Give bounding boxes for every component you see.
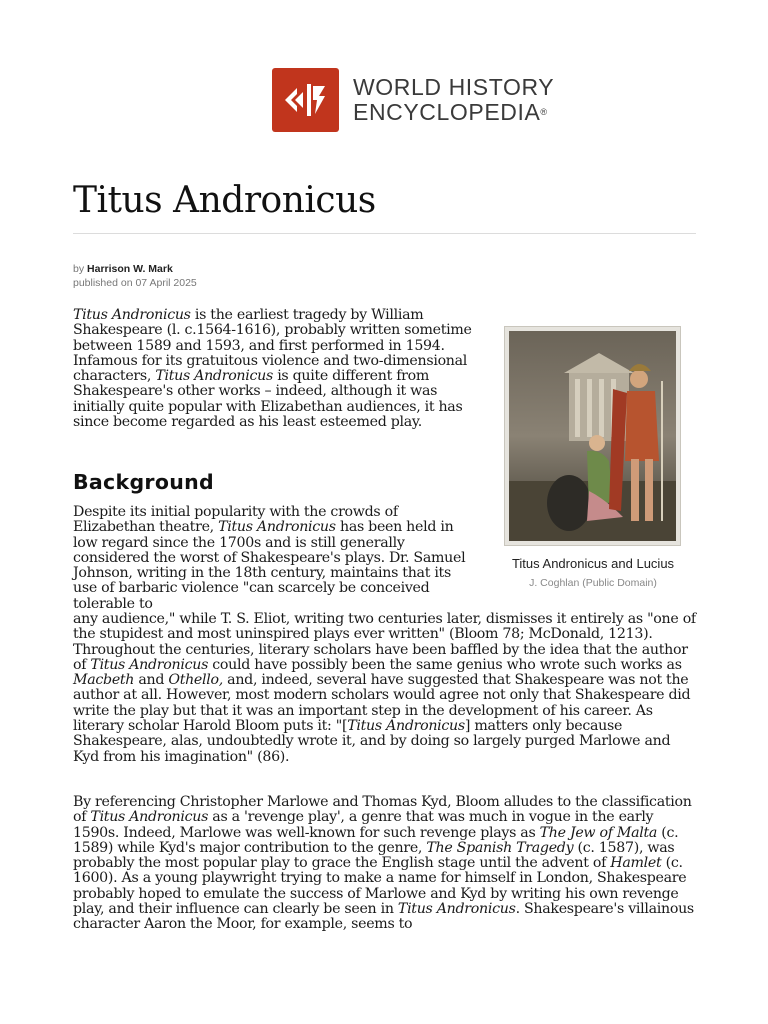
section-heading-background: Background — [73, 470, 214, 494]
italic-title: Hamlet — [610, 855, 662, 872]
logo-line-1: WORLD HISTORY — [353, 74, 555, 100]
intro-paragraph: Titus Andronicus is the earliest tragedy by William Shakespeare (l. c.1564-1616), probably written sometime between 1589 and 1593, and first performed in 1594. Infamous for its gratuitous violence and two-dimensional characters, Titus Andronicus is quite different from Shakespeare's other works – indeed, although it was initially quite popular with Elizabethan audiences, it has since become regarded as his least esteemed play. — [73, 307, 472, 431]
italic-title: Othello, — [168, 672, 223, 689]
publish-date: published on 07 April 2025 — [73, 277, 197, 289]
italic-title: Titus Andronicus — [218, 519, 336, 536]
byline-prefix: by — [73, 263, 85, 275]
italic-title: Titus Andronicus — [90, 809, 209, 826]
italic-title: The Jew of Malta — [539, 824, 658, 841]
italic-title: Macbeth — [73, 672, 135, 689]
background-paragraph-1a: Despite its initial popularity with the crowds of Elizabethan theatre, Titus Andronicus has been held in low regard since the 1700s and is still generally considered the worst of Shakespeare's plays. Dr. Samuel Johnson, writing in the 18th century, maintains that its use of barbaric violence "can scarcely be conceived tolerable to — [73, 504, 466, 612]
registered-mark: ® — [540, 107, 548, 117]
italic-title: The Spanish Tragedy — [426, 839, 574, 856]
logo-line-2: ENCYCLOPEDIA — [353, 99, 541, 125]
italic-title: Titus Andronicus — [90, 656, 209, 673]
italic-title: Titus Andronicus — [155, 368, 273, 385]
italic-title: Titus Andronicus — [347, 718, 465, 735]
italic-title: Titus Andronicus — [397, 901, 516, 918]
title-divider — [73, 233, 696, 234]
wh-encyclopedia-logo-icon — [272, 68, 339, 132]
image-caption: Titus Andronicus and Lucius — [511, 556, 675, 571]
background-paragraph-1b: any audience," while T. S. Eliot, writing two centuries later, dismisses it entirely as "one of the stupidest and most uninspired plays ever written" (Bloom 78; McDonald, 1213). Throughout the centuries, literary scholars have been baffled by the idea that the author of Titus Andronicus could have possibly been the same genius who wrote such works as Macbeth and Othello, and, indeed, several have suggested that Shakespeare was not the author at all. However, most modern scholars would agree not only that Shakespeare did write the play but that it was an important step in the development of his career. As literary scholar Harold Bloom puts it: "[Titus Andronicus] matters only because Shakespeare, alas, undoubtedly wrote it, and by doing so largely purged Marlowe and Kyd from his imagination" (86). — [73, 611, 696, 765]
painting-illustration — [509, 331, 676, 541]
italic-title: Titus Andronicus — [73, 307, 191, 323]
byline — [73, 262, 197, 290]
author-link[interactable]: Harrison W. Mark — [87, 263, 173, 275]
image-credit: J. Coghlan (Public Domain) — [529, 577, 657, 589]
site-logo[interactable] — [272, 68, 554, 132]
article-image[interactable] — [504, 326, 681, 546]
logo-wordmark — [353, 75, 554, 125]
page-title: Titus Andronicus — [73, 180, 376, 221]
background-paragraph-2: By referencing Christopher Marlowe and Thomas Kyd, Bloom alludes to the classification of Titus Andronicus as a 'revenge play', a genre that was much in vogue in the early 1590s. Indeed, Marlowe was well-known for such revenge plays as The Jew of Malta (c. 1589) while Kyd's major contribution to the genre, The Spanish Tragedy (c. 1587), was probably the most popular play to grace the English stage until the advent of Hamlet (c. 1600). As a young playwright trying to make a name for himself in London, Shakespeare probably hoped to emulate the success of Marlowe and Kyd by writing his own revenge play, and their influence can clearly be seen in Titus Andronicus. Shakespeare's villainous character Aaron the Moor, for example, seems to — [73, 794, 694, 933]
